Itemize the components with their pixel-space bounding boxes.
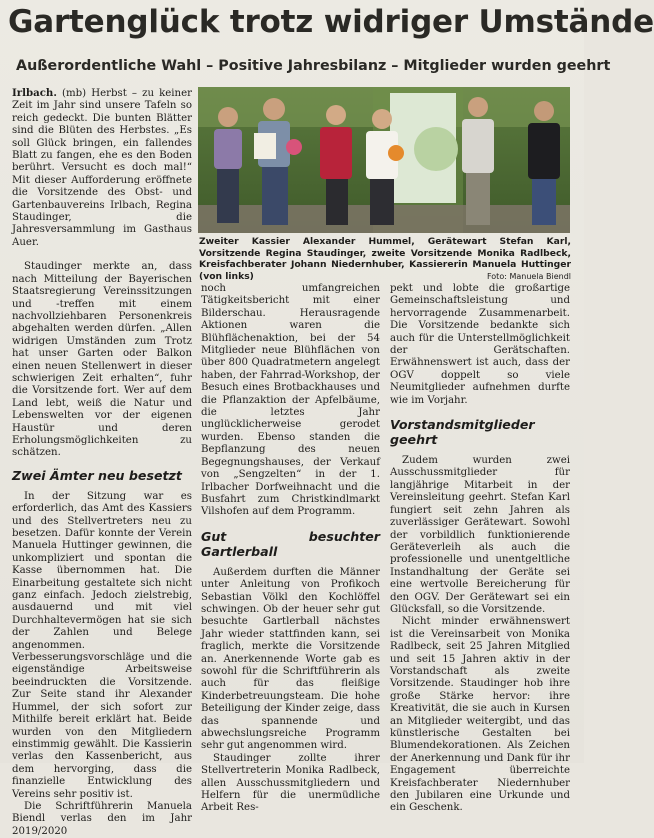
paragraph: noch umfangreichen Tätigkeitsbericht mit einer Bilderschau. Herausragende Aktionen waren die Blühflächenaktion, bei der 54 Mitglieder neue Blühflächen von über 800 Quadratmetern angelegt haben, der Fahrrad-Workshop, der Besuch eines Brotbackhauses und die Pflanzaktion der Apfelbäume, die letztes Jahr unglücklicherweise gerodet wurden. Ebenso standen die Bepflanzung des neuen Begegnungshauses, der Verkauf von „Sengzelten“ in der 1. Irlbacher Dorfweihnacht und die Busfahrt zum Christkindlmarkt Vilshofen auf dem Programm.: [201, 283, 380, 518]
group-photo-illustration: [198, 87, 570, 233]
column-2: [201, 283, 380, 815]
paragraph: pekt und lobte die großartige Gemeinschaftsleistung und hervorragende Zusammenarbeit. Die Vorsitzende bedankte sich auch für die Unterstellmöglichkeit der Gerätschaften. Erwähnenswert ist auch, dass der OGV doppelt so viele Neumitglieder aufnehmen durfte wie im Vorjahr.: [390, 283, 570, 406]
intro-text: (mb) Herbst – zu keiner Zeit im Jahr sind unsere Tafeln so reich gedeckt. Die bunten Blätter sind die Blüten des Herbstes. „Es soll Glück bringen, ein fallendes Blatt zu fangen, ehe es den Boden berührt. Versucht es doch mal!“ Mit dieser Aufforderung eröffnete die Vorsitzende des Obst- und Gartenbauvereins Irlbach, Regina Staudinger, die Jahresversammlung im Gasthaus Auer.: [12, 88, 192, 248]
dateline: Irlbach.: [12, 87, 57, 99]
section-heading-gartlerball: Gut besuchter Gartlerball: [201, 528, 380, 559]
photo-caption: [199, 236, 571, 282]
group-photo: [198, 87, 570, 233]
paragraph: Staudinger merkte an, dass nach Mitteilung der Bayerischen Staatsregierung Vereinssitzungen und -treffen mit einem nachvollziehbaren Personenkreis abgehalten werden dürfen. „Allen widrigen Umständen zum Trotz hat unser Garten oder Balkon einen neuen Stellenwert in dieser schwierigen Zeit erhalten“, fuhr die Vorsitzende fort. Wer auf dem Land lebt, weiß die Natur und Lebenswelten vor der eigenen Haustür und deren Erholungsmöglichkeiten zu schätzen.: [12, 261, 192, 459]
section-heading-amter: Zwei Ämter neu besetzt: [12, 467, 182, 483]
paragraph: Die Schriftführerin Manuela Biendl verlas den im Jahr 2019/2020: [12, 800, 192, 837]
intro-paragraph: [12, 87, 192, 249]
paragraph: Staudinger zollte ihrer Stellvertreterin Monika Radlbeck, allen Ausschussmitgliedern und Helfern für die unermüdliche Arbeit Res-: [201, 752, 380, 814]
caption-text: Zweiter Kassier Alexander Hummel, Gerätewart Stefan Karl, Vorsitzende Regina Staudinger, zweite Vorsitzende Monika Radlbeck, Kreisfachberater Johann Niedernhuber, Kassiererin Manuela Huttinger (von links): [199, 236, 571, 282]
photo-credit: Foto: Manuela Biendl: [486, 271, 571, 281]
paragraph: In der Sitzung war es erforderlich, das Amt des Kassiers und des Stellvertreters neu zu besetzen. Dafür konnte der Verein Manuela Huttinger gewinnen, die unkompliziert und spontan die Kasse übernommen hat. Die Einarbeitung gestaltete sich nicht ganz einfach. Jedoch zielstrebig, ausdauernd und mit viel Durchhaltevermögen hat sie sich der Zahlen und Belege angenommen. Verbesserungsvorschläge und die eigenständige Arbeitsweise beeindruckten die Vorsitzende. Zur Seite stand ihr Alexander Hummel, der sich sofort zur Mithilfe bereit erklärt hat. Beide wurden von den Mitgliedern einstimmig gewählt. Die Kassierin verlas den Kassenbericht, aus dem hervorging, dass die finanzielle Entwicklung des Vereins sehr positiv ist.: [12, 490, 192, 800]
subheadline: Außerordentliche Wahl – Positive Jahresbilanz – Mitglieder wurden geehrt: [16, 58, 611, 74]
column-1: [12, 87, 192, 838]
section-heading-vorstand: Vorstandsmitglieder geehrt: [390, 417, 535, 448]
column-3: [390, 283, 570, 815]
headline: Gartenglück trotz widriger Umstände: [8, 4, 654, 40]
paragraph: Zudem wurden zwei Ausschussmitglieder für langjährige Mitarbeit in der Vereinsleitung geehrt. Stefan Karl fungiert seit zehn Jahren als zuverlässiger Gerätewart. Sowohl der vorbildlich funktionierende Geräteverleih als auch die professionelle und unentgeltliche Instandhaltung der Geräte sei eine wertvolle Bereicherung für den OGV. Der Gerätewart sei ein Glücksfall, so die Vorsitzende.: [390, 455, 570, 615]
paragraph: Außerdem durften die Männer unter Anleitung von Profikoch Sebastian Völkl den Kochlöffel schwingen. Ob der heuer sehr gut besuchte Gartlerball nächstes Jahr wieder stattfinden kann, sei fraglich, merkte die Vorsitzende an. Anerkennende Worte gab es sowohl für die Schriftführerin als auch für das fleißige Kinderbetreuungsteam. Die hohe Beteiligung der Kinder zeige, dass das spannende und abwechslungsreiche Programm sehr gut angenommen wird.: [201, 566, 380, 752]
paragraph: Nicht minder erwähnenswert ist die Vereinsarbeit von Monika Radlbeck, seit 25 Jahren Mitglied und seit 15 Jahren aktiv in der Vorstandschaft als zweite Vorsitzende. Staudinger hob ihre große Stärke hervor: ihre Kreativität, die sie auch in Kursen an Mitglieder weitergibt, und das künstlerische Gestalten bei Blumendekorationen. Als Zeichen der Anerkennung und Dank für ihr Engagement überreichte Kreisfachberater Niedernhuber den Jubilaren eine Urkunde und ein Geschenk.: [390, 616, 570, 814]
